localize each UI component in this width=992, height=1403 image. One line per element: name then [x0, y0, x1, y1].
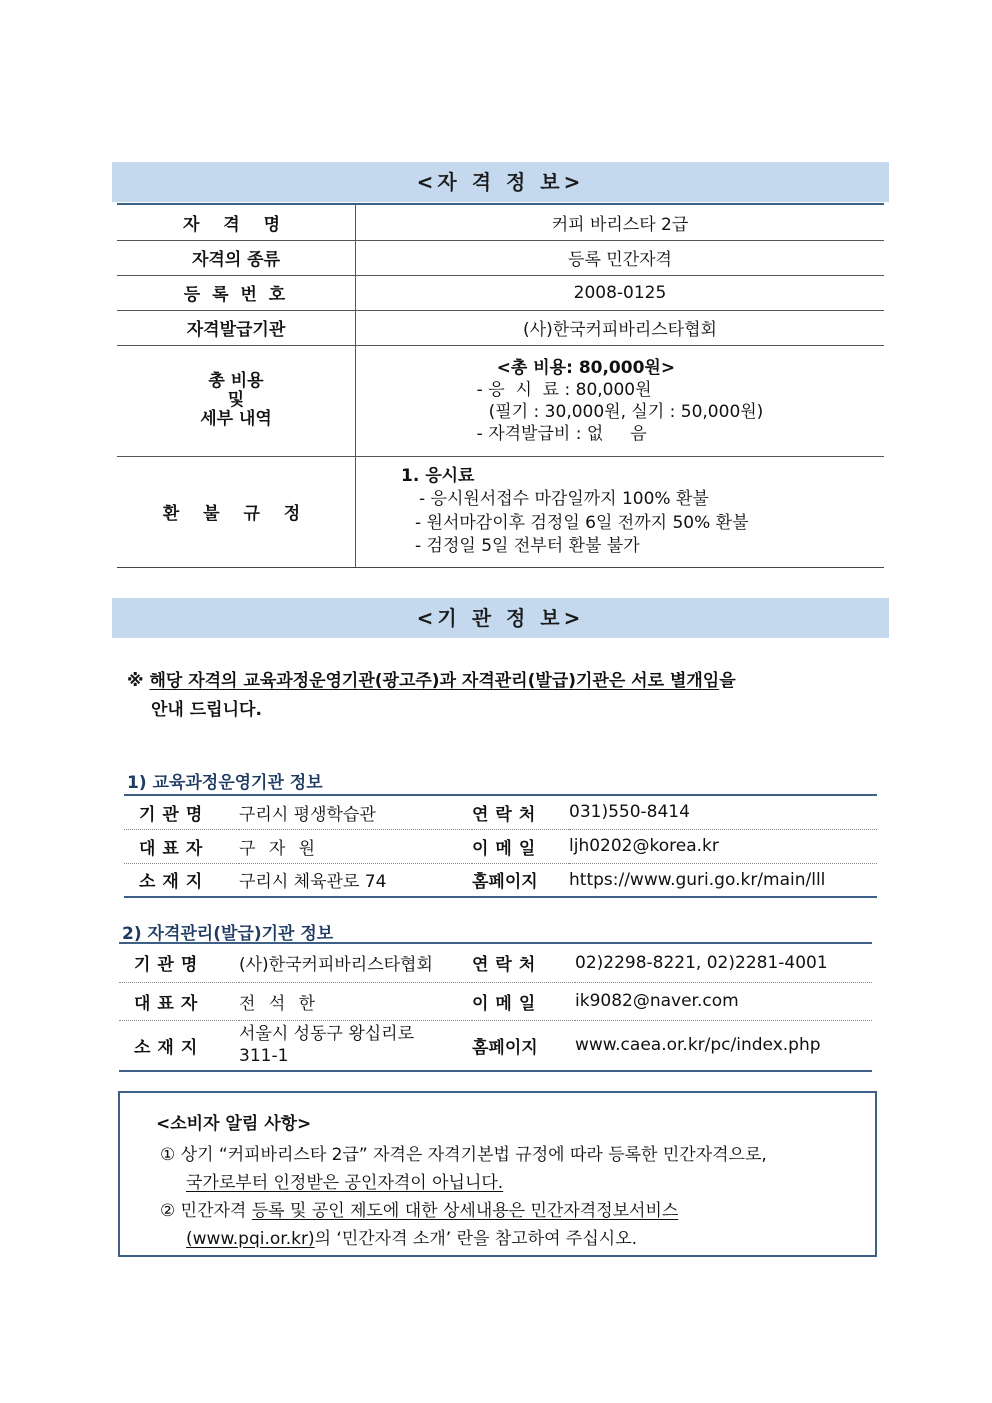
contact-value: 02)2298-8221, 02)2281-4001 — [575, 943, 872, 982]
email-value: ik9082@naver.com — [575, 982, 872, 1020]
address-line: 311-1 — [239, 1046, 289, 1067]
qualification-table — [117, 203, 884, 568]
cost-issue-fee: - 자격발급비 : 없 음 — [476, 423, 647, 444]
qualification-type-value: 등록 민간자격 — [356, 240, 885, 275]
pqi-link[interactable]: (www.pqi.or.kr) — [186, 1229, 315, 1249]
org-name-value: (사)한국커피바리스타협회 — [239, 943, 472, 982]
email-label: 이메일 — [472, 829, 569, 863]
table-row — [119, 1020, 872, 1071]
item-2-prefix: 민간자격 — [180, 1201, 252, 1221]
notice-line2: 안내 드립니다. — [151, 700, 262, 720]
representative-value: 구 자 원 — [239, 829, 472, 863]
issuer-value: (사)한국커피바리스타협회 — [356, 310, 885, 345]
homepage-label: 홈페이지 — [472, 1020, 575, 1071]
refund-policy-cell — [356, 456, 885, 567]
item-1-text: 상기 “커피바리스타 2급” 자격은 자격기본법 규정에 따라 등록한 민간자격으로, — [180, 1145, 767, 1165]
cost-label — [117, 345, 356, 456]
reference-mark: ※ — [127, 671, 144, 691]
representative-value: 전 석 한 — [239, 982, 472, 1020]
consumer-notice-item-1 — [160, 1140, 767, 1165]
org-name-label: 기관명 — [124, 795, 239, 829]
address-value — [239, 1020, 472, 1071]
cost-exam-fee-detail: (필기 : 30,000원, 실기 : 50,000원) — [488, 401, 764, 422]
registration-number-value: 2008-0125 — [356, 275, 885, 310]
table-row — [124, 829, 877, 863]
item-2-underlined: 등록 및 공인 제도에 대한 상세내용은 민간자격정보서비스 — [251, 1201, 679, 1221]
org-name-label: 기관명 — [119, 943, 239, 982]
table-row — [117, 456, 884, 567]
consumer-notice-item-2 — [160, 1196, 678, 1221]
consumer-notice-box — [118, 1091, 877, 1257]
qualification-type-label: 자격의 종류 — [117, 240, 356, 275]
consumer-notice-item-2-cont — [186, 1224, 637, 1249]
notice-underlined-text: 해당 자격의 교육과정운영기관(광고주)과 자격관리(발급)기관은 서로 별개임 — [149, 671, 720, 691]
table-row — [117, 345, 884, 456]
circled-number-2: ② — [160, 1201, 176, 1221]
certification-org-title: 2) 자격관리(발급)기관 정보 — [122, 924, 334, 944]
consumer-notice-item-1-cont — [186, 1168, 503, 1193]
education-org-table — [124, 794, 877, 898]
representative-label: 대표자 — [119, 982, 239, 1020]
address-label: 소재지 — [119, 1020, 239, 1071]
certification-org-table — [119, 942, 872, 1072]
separate-organization-notice — [127, 667, 847, 725]
table-row — [117, 204, 884, 240]
table-row — [117, 275, 884, 310]
contact-label: 연락처 — [472, 795, 569, 829]
refund-policy — [356, 465, 884, 559]
homepage-label: 홈페이지 — [472, 863, 569, 897]
refund-item: - 응시원서접수 마감일까지 100% 환불 — [419, 489, 709, 509]
table-row — [119, 982, 872, 1020]
cost-label-line: 및 — [227, 390, 245, 410]
email-label: 이메일 — [472, 982, 575, 1020]
consumer-notice-title: <소비자 알림 사항> — [156, 1114, 312, 1134]
representative-label: 대표자 — [124, 829, 239, 863]
contact-label: 연락처 — [472, 943, 575, 982]
refund-item: - 원서마감이후 검정일 6일 전까지 50% 환불 — [415, 512, 749, 533]
table-row — [119, 943, 872, 982]
email-value: ljh0202@korea.kr — [569, 829, 877, 863]
table-row — [117, 240, 884, 275]
contact-value: 031)550-8414 — [569, 795, 877, 829]
table-row — [117, 310, 884, 345]
cost-detail-cell — [356, 345, 885, 456]
registration-number-label: 등 록 번 호 — [117, 275, 356, 310]
notice-tail: 을 — [719, 671, 736, 691]
refund-policy-label: 환 불 규 정 — [117, 456, 356, 567]
cost-total: <총 비용: 80,000원> — [496, 357, 676, 378]
refund-item: - 검정일 5일 전부터 환불 불가 — [415, 536, 640, 556]
cost-label-line: 총 비용 — [208, 371, 264, 391]
circled-number-1: ① — [160, 1145, 176, 1165]
cost-label-line: 세부 내역 — [200, 409, 272, 429]
org-name-value: 구리시 평생학습관 — [239, 795, 472, 829]
education-org-title: 1) 교육과정운영기관 정보 — [127, 773, 323, 793]
qualification-name-value: 커피 바리스타 2급 — [356, 204, 885, 240]
cost-exam-fee: - 응 시 료 : 80,000원 — [476, 379, 652, 400]
organization-info-banner: <기 관 정 보> — [112, 598, 889, 638]
item-2-tail: 의 ‘민간자격 소개’ 란을 참고하여 주십시오. — [314, 1229, 638, 1249]
item-1-underlined: 국가로부터 인정받은 공인자격이 아닙니다. — [186, 1173, 504, 1193]
table-row — [124, 863, 877, 897]
address-label: 소재지 — [124, 863, 239, 897]
qualification-name-label: 자 격 명 — [117, 204, 356, 240]
homepage-link[interactable]: www.caea.or.kr/pc/index.php — [575, 1020, 872, 1071]
address-line: 서울시 성동구 왕십리로 — [239, 1024, 415, 1045]
refund-heading: 1. 응시료 — [401, 465, 475, 486]
address-value: 구리시 체육관로 74 — [239, 863, 472, 897]
homepage-link[interactable]: https://www.guri.go.kr/main/lll — [569, 863, 877, 897]
qualification-info-banner: <자 격 정 보> — [112, 162, 889, 202]
issuer-label: 자격발급기관 — [117, 310, 356, 345]
cost-detail — [477, 357, 764, 445]
table-row — [124, 795, 877, 829]
